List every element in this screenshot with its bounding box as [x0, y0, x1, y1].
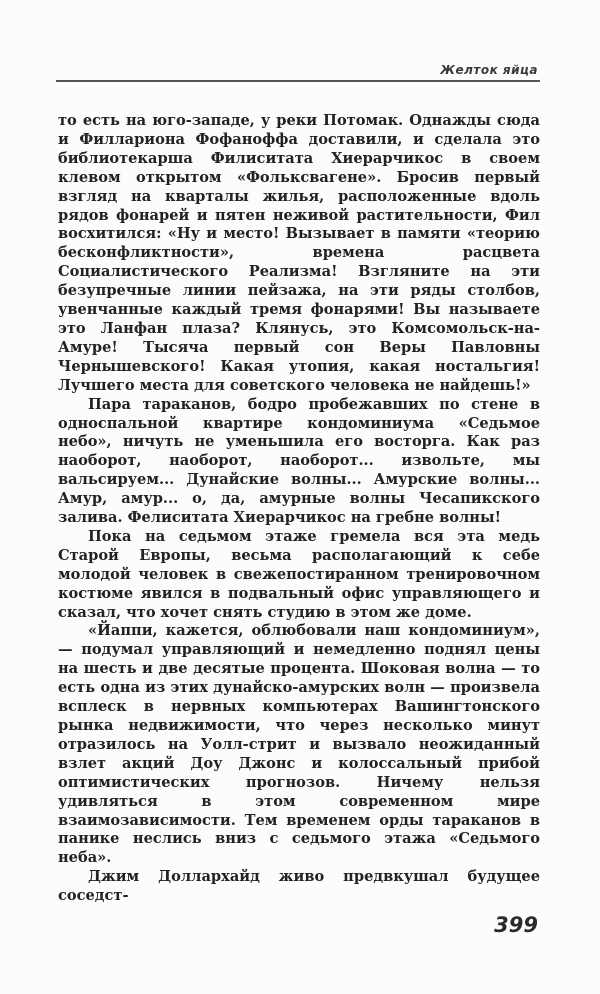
- body-text: [58, 112, 540, 906]
- running-header: [56, 63, 540, 82]
- paragraph: Пока на седьмом этаже гремела вся эта медь Старой Европы, весьма располагающий к себе молодой человек в свежепостиранном тренировочном костюме явился в подвальный офис управляющего и сказал, что хочет снять студию в этом же доме.: [58, 527, 540, 621]
- paragraph: Пара тараканов, бодро пробежавших по стене в односпальной квартире кондоминиума «Седьмое небо», ничуть не уменьшила его восторга. Как раз наоборот, наоборот, наоборот... извольте, мы вальсируем... Дунайские волны... Амурские волны... Амур, амур... о, да, амурные волны Чесапикского залива. Фелиситата Хиерарчикос на гребне волны!: [58, 395, 540, 527]
- paragraph: то есть на юго-западе, у реки Потомак. Однажды сюда и Филлариона Фофаноффа доставили, и сделала это библиотекарша Филиситата Хиерарчикос в своем клевом открытом «Фольксвагене». Бросив первый взгляд на кварталы жилья, расположенные вдоль рядов фонарей и пятен неживой растительности, Фил восхитился: «Ну и место! Вызывает в памяти «теорию бесконфликтности», времена расцвета Социалистического Реализма! Взгляните на эти безупречные линии пейзажа, на эти ряды столбов, увенчанные каждый тремя фонарями! Вы называете это Ланфан плаза? Клянусь, это Комсомольск-на-Амуре! Тысяча первый сон Веры Павловны Чернышевского! Какая утопия, какая ностальгия! Лучшего места для советского человека не найдешь!»: [58, 112, 540, 394]
- paragraph: «Йаппи, кажется, облюбовали наш кондоминиум», — подумал управляющий и немедленно поднял цены на шесть и две десятые процента. Шоковая волна — то есть одна из этих дунайско-амурских волн — произвела всплеск в нервных компьютерах Вашингтонского рынка недвижимости, что через несколько минут отразилось на Уолл-стрит и вызвало неожиданный взлет акций Доу Джонс и колоссальный прибой оптимистических прогнозов. Ничему нельзя удивляться в этом современном мире взаимозависимости. Тем временем орды тараканов в панике неслись вниз с седьмого этажа «Седьмого неба».: [58, 622, 540, 867]
- page-number: 399: [494, 913, 538, 937]
- paragraph: Джим Доллархайд живо предвкушал будущее соседст-: [58, 868, 540, 905]
- running-title: Желток яйца: [440, 63, 538, 77]
